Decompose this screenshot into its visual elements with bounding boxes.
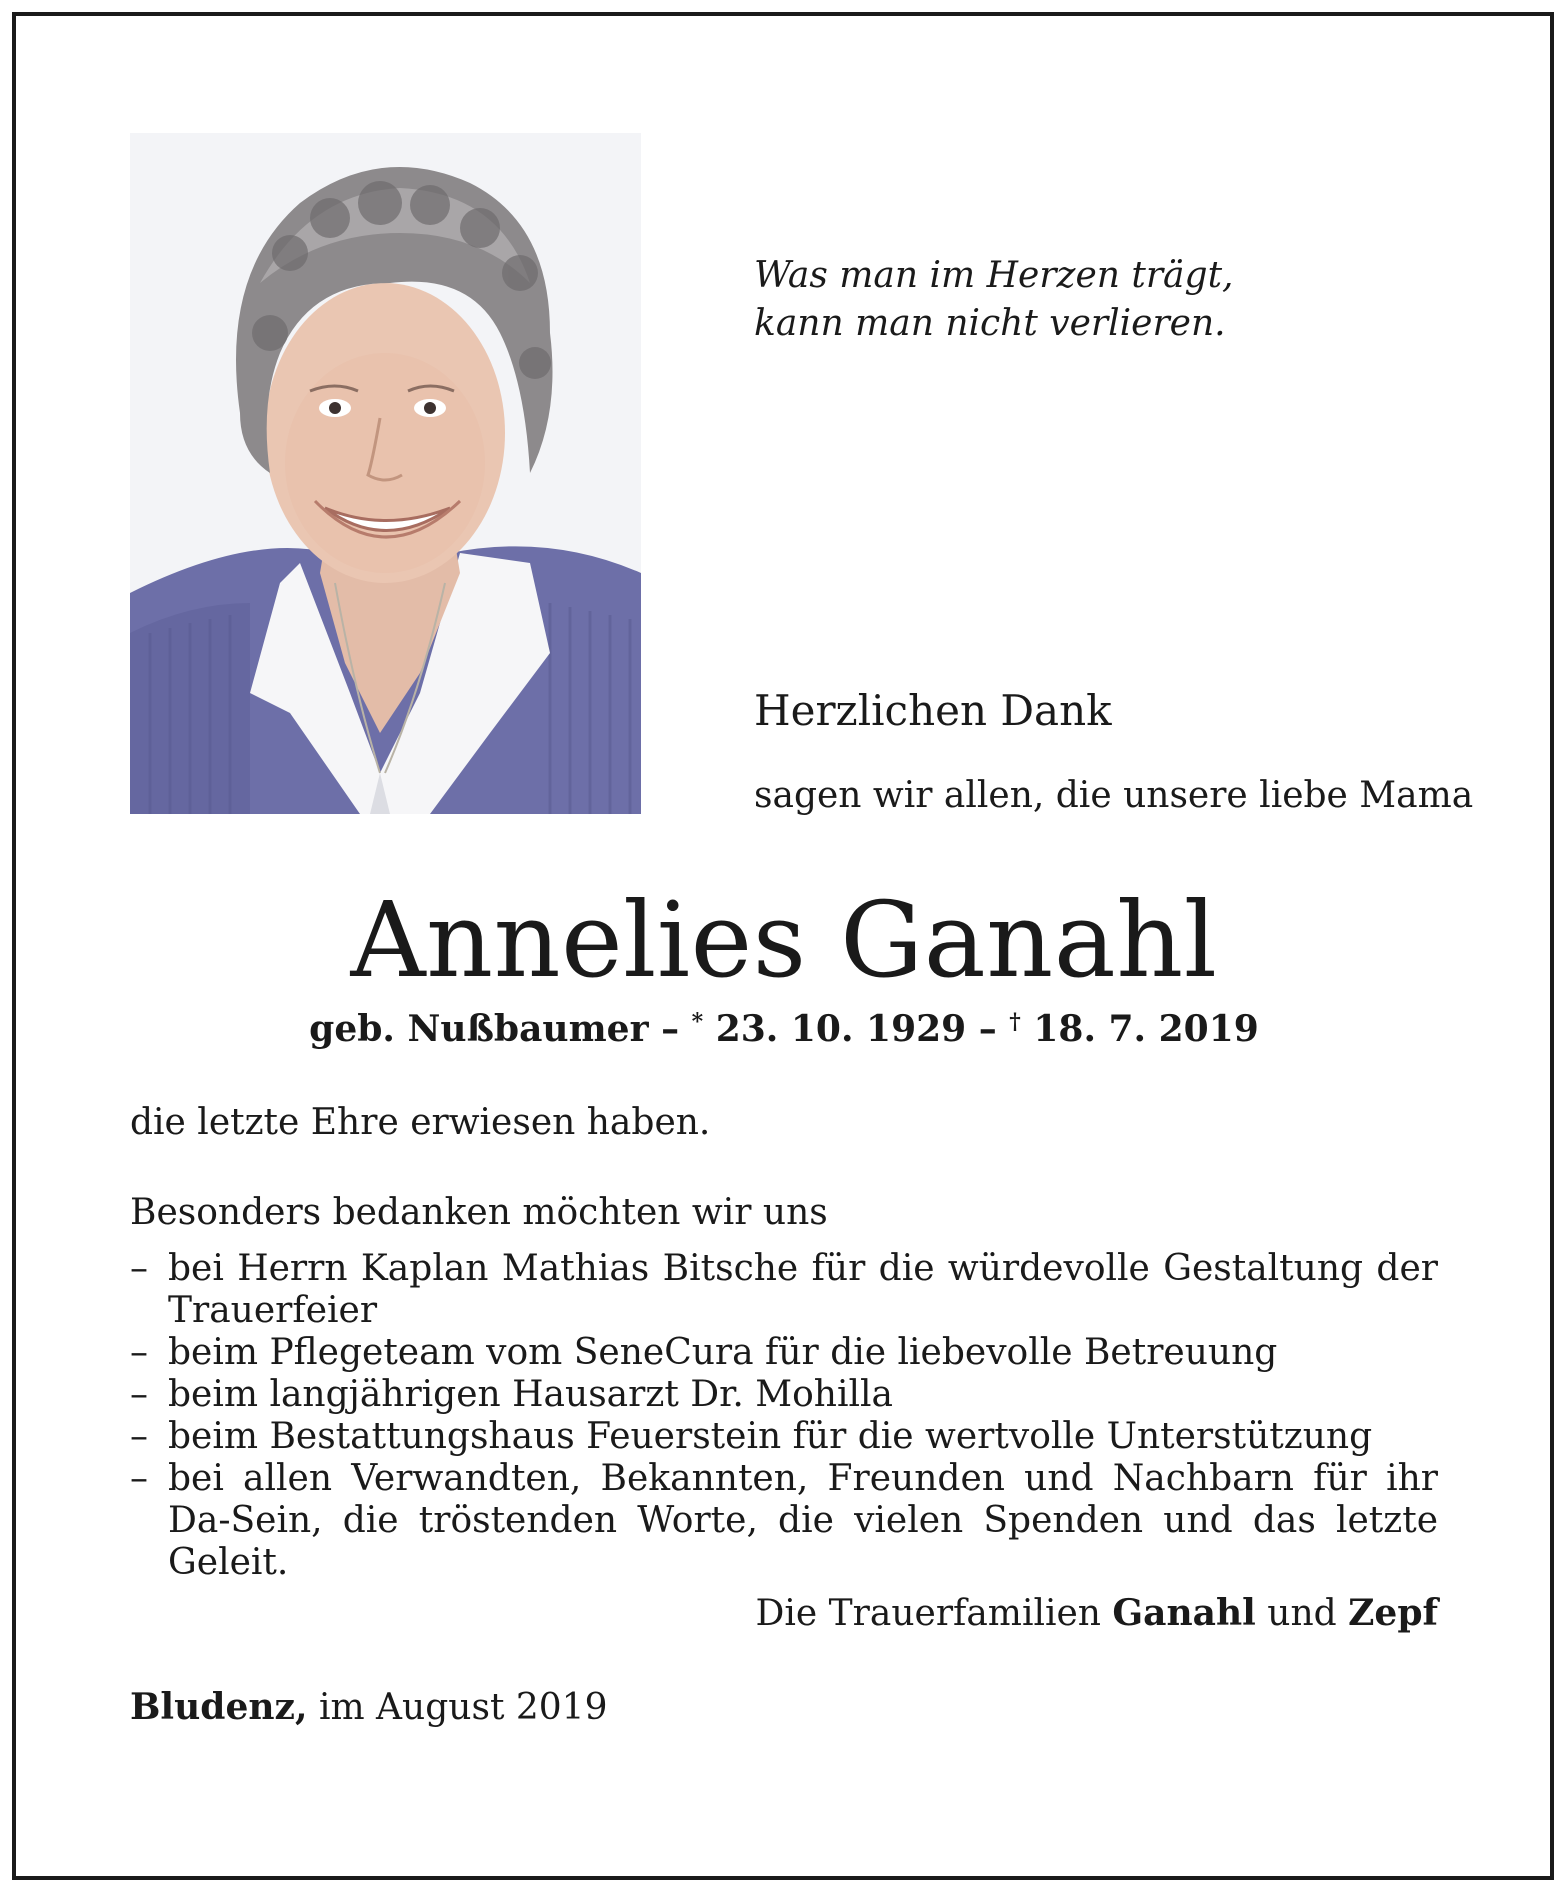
list-dash: –	[130, 1374, 148, 1415]
list-item	[130, 1416, 1438, 1458]
quote-line-1: Was man im Herzen trägt,	[754, 255, 1234, 296]
thanks-intro: sagen wir allen, die unsere liebe Mama	[754, 775, 1474, 816]
dates-separator: –	[648, 1008, 692, 1050]
death-date: 18. 7. 2019	[1020, 1008, 1259, 1050]
list-item-text: bei Herrn Kaplan Mathias Bitsche für die würdevolle Gestaltung der Trauerfeier	[168, 1248, 1438, 1331]
list-dash: –	[130, 1248, 148, 1289]
list-item	[130, 1332, 1438, 1374]
place-date	[130, 1686, 607, 1728]
list-dash: –	[130, 1332, 148, 1373]
list-dash: –	[130, 1416, 148, 1457]
list-item-text: beim langjährigen Hausarzt Dr. Mohilla	[168, 1374, 893, 1415]
portrait-illustration	[130, 133, 641, 814]
family-name-1: Ganahl	[1112, 1592, 1256, 1634]
deceased-name: Annelies Ganahl	[350, 879, 1218, 1001]
signature	[756, 1592, 1438, 1634]
list-item-text: bei allen Verwandten, Bekannten, Freunden und Nachbarn für ihr Da-Sein, die tröstenden Worte, die vielen Spenden und das letzte Geleit.	[168, 1458, 1438, 1583]
list-item	[130, 1458, 1438, 1584]
birth-date: 23. 10. 1929	[703, 1008, 967, 1050]
thanks-heading: Herzlichen Dank	[754, 686, 1112, 735]
memorial-quote	[754, 252, 1474, 348]
place-name: Bludenz,	[130, 1686, 308, 1728]
dates-separator: –	[966, 1008, 1010, 1050]
list-dash: –	[130, 1458, 148, 1499]
life-dates	[0, 1008, 1568, 1050]
birth-star-icon: *	[691, 1009, 704, 1035]
list-item	[130, 1374, 1438, 1416]
signature-prefix: Die Trauerfamilien	[755, 1593, 1113, 1634]
special-thanks-list	[130, 1248, 1438, 1584]
maiden-name: geb. Nußbaumer	[309, 1008, 649, 1050]
list-item-text: beim Bestattungshaus Feuerstein für die wertvolle Unterstützung	[168, 1416, 1373, 1457]
signature-joiner: und	[1255, 1593, 1349, 1634]
special-thanks-intro: Besonders bedanken möchten wir uns	[130, 1192, 828, 1233]
notice-date: im August 2019	[307, 1687, 608, 1728]
quote-line-2: kann man nicht verlieren.	[754, 303, 1226, 344]
closing-line: die letzte Ehre erwiesen haben.	[130, 1102, 711, 1143]
family-name-2: Zepf	[1348, 1592, 1438, 1634]
death-cross-icon: †	[1009, 1009, 1021, 1035]
portrait-photo	[130, 133, 641, 814]
list-item	[130, 1248, 1438, 1332]
list-item-text: beim Pflegeteam vom SeneCura für die liebevolle Betreuung	[168, 1332, 1278, 1373]
